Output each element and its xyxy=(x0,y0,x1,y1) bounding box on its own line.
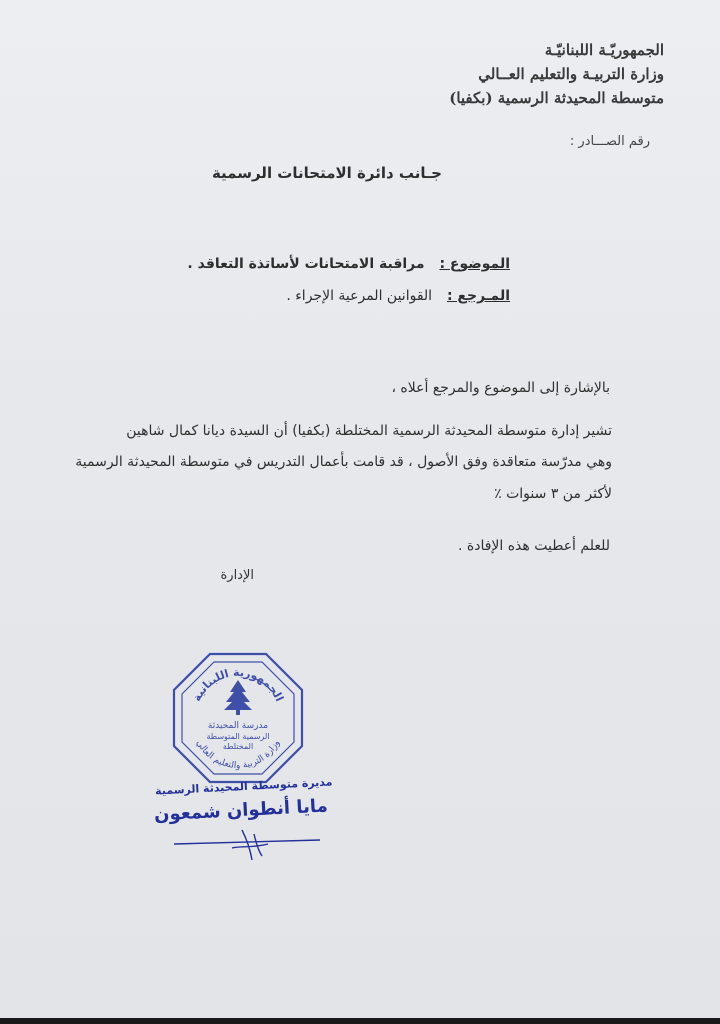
reference-label: المـرجع : xyxy=(446,288,510,304)
letterhead-school: متوسطة المحيدثة الرسمية (بكفيا) xyxy=(449,89,664,107)
subject-value: مراقبة الامتحانات لأساتذة التعاقد . xyxy=(187,256,425,272)
handwritten-signature xyxy=(172,826,322,866)
subject-line xyxy=(187,256,510,272)
stamp-center-line-2: الرسمية المتوسطة xyxy=(206,732,270,741)
letterhead-ministry: وزارة التربيـة والتعليم العــالي xyxy=(478,65,664,83)
subject-label: الموضوع : xyxy=(439,256,510,272)
outgoing-number: رقم الصـــادر : xyxy=(569,134,650,149)
cedar-icon xyxy=(224,680,252,715)
reference-value: القوانين المرعية الإجراء . xyxy=(286,288,433,304)
stamp-center-line-3: المختلطة xyxy=(222,742,254,751)
body-line-3: لأكثر من ٣ سنوات ٪ xyxy=(494,486,612,502)
greeting-line: بالإشارة إلى الموضوع والمرجع أعلاه ، xyxy=(391,380,610,396)
body-line-1: تشير إدارة متوسطة المحيدثة الرسمية المختلطة (بكفيا) أن السيدة ديانا كمال شاهين xyxy=(126,423,612,439)
closing-line: للعلم أعطيت هذه الإفادة . xyxy=(457,538,610,554)
addressee: جـانب دائرة الامتحانات الرسمية xyxy=(211,164,442,182)
signer-name: مايا أنطوان شمعون xyxy=(153,795,329,826)
reference-line xyxy=(286,288,510,304)
letterhead-republic: الجمهوريّـة اللبنانيّـة xyxy=(544,41,664,59)
signer-title: مديرة متوسطة المحيدثة الرسمية xyxy=(154,775,333,798)
stamp-top-text: الجمهورية اللبنانية xyxy=(190,665,287,704)
stamp-center-line-1: مدرسة المحيدثة xyxy=(207,721,269,731)
official-stamp xyxy=(170,650,306,786)
administration-label: الإدارة xyxy=(220,568,254,583)
stamp-bottom-text: وزارة التربية والتعليم العالي xyxy=(193,738,283,772)
letterhead xyxy=(449,38,664,110)
body-line-2: وهي مدرّسة متعاقدة وفق الأصول ، قد قامت بأعمال التدريس في متوسطة المحيدثة الرسمية xyxy=(75,454,612,470)
